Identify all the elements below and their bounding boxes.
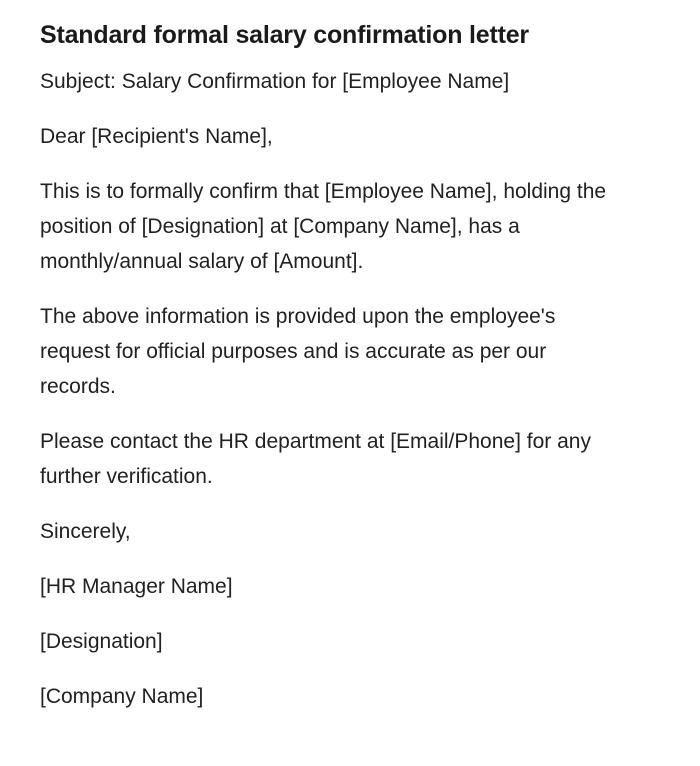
page-title: Standard formal salary confirmation letter xyxy=(40,21,529,49)
paragraph-designation: [Designation] xyxy=(40,630,163,653)
paragraph-company-name: [Company Name] xyxy=(40,685,204,708)
paragraph-subject-line: Subject: Salary Confirmation for [Employee Name] xyxy=(40,70,510,93)
paragraph-signoff: Sincerely, xyxy=(40,520,131,543)
paragraph-salutation: Dear [Recipient's Name], xyxy=(40,125,273,148)
paragraph-contact-info: Please contact the HR department at [Email/Phone] for any further verification. xyxy=(40,430,591,488)
paragraph-hr-manager-name: [HR Manager Name] xyxy=(40,575,233,598)
paragraph-accuracy-statement: The above information is provided upon the employee's request for official purposes and is accurate as per our records. xyxy=(40,305,556,398)
paragraph-confirmation-body: This is to formally confirm that [Employee Name], holding the position of [Designation] at [Company Name], has a monthly/annual salary of [Amount]. xyxy=(40,180,607,273)
